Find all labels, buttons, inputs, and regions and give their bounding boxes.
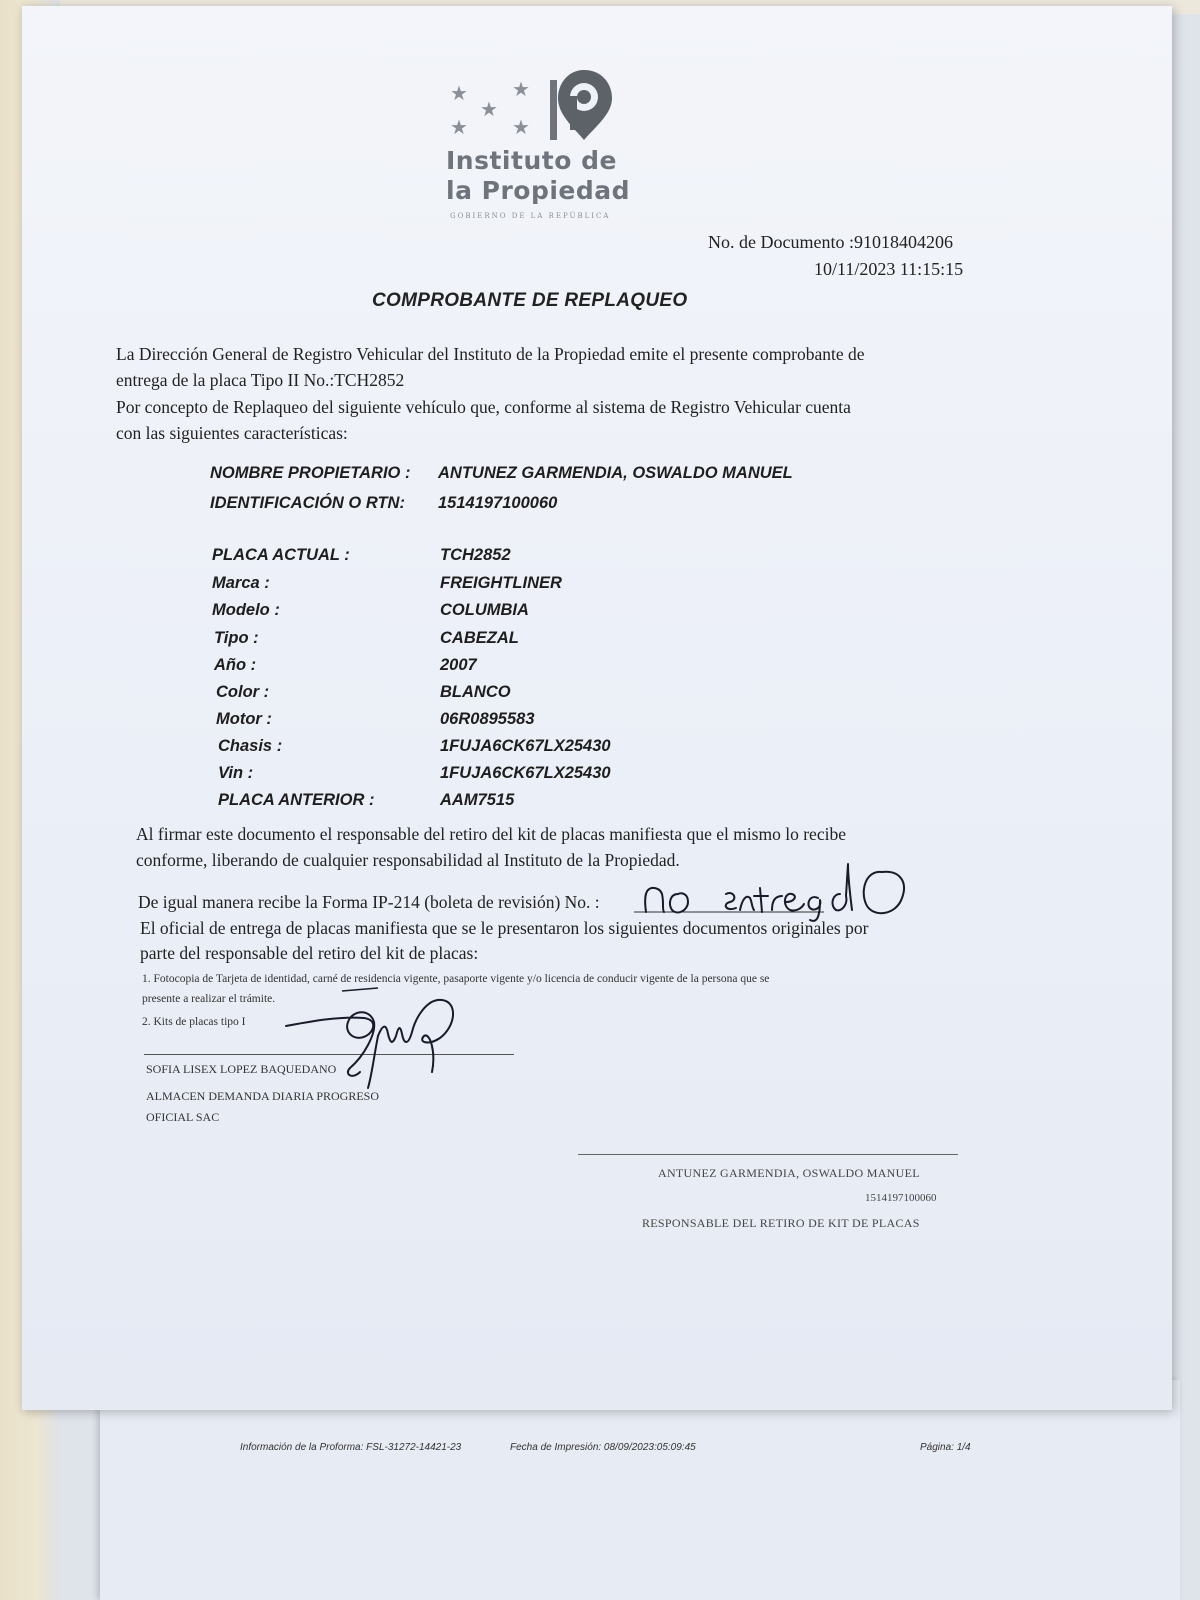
vehicle-field-label: Chasis : — [218, 737, 283, 755]
vehicle-field-label: Tipo : — [214, 629, 259, 647]
document-list-item: 2. Kits de placas tipo I — [142, 1016, 246, 1028]
recipient-signature-line — [578, 1154, 958, 1155]
intro-line: Por concepto de Replaqueo del siguiente vehículo que, conforme al sistema de Registro Vehicular cuenta — [116, 397, 851, 417]
footer-page-number: Página: 1/4 — [920, 1442, 971, 1453]
recipient-id: 1514197100060 — [865, 1192, 937, 1204]
logo-text-line1: Instituto de — [446, 146, 617, 175]
vehicle-field-label: Modelo : — [212, 601, 280, 619]
vehicle-field-label: PLACA ANTERIOR : — [218, 791, 375, 809]
document-number: No. de Documento :91018404206 — [708, 232, 953, 252]
vehicle-field-value: 06R0895583 — [440, 710, 535, 728]
vehicle-field-value: 1FUJA6CK67LX25430 — [440, 737, 611, 755]
logo-text-line2: la Propiedad — [446, 176, 631, 205]
officer-signature — [278, 976, 478, 1096]
vehicle-field-value: 2007 — [440, 656, 477, 674]
vehicle-field-value: COLUMBIA — [440, 601, 529, 619]
owner-id-label: IDENTIFICACIÓN O RTN: — [210, 494, 405, 512]
vehicle-field-value: CABEZAL — [440, 629, 519, 647]
declaration-line: De igual manera recibe la Forma IP-214 (boleta de revisión) No. : — [138, 892, 600, 912]
handwritten-note — [634, 854, 934, 924]
owner-id-value: 1514197100060 — [438, 494, 558, 512]
location-pin-icon — [550, 66, 614, 146]
intro-line: entrega de la placa Tipo II No.:TCH2852 — [116, 370, 405, 390]
vehicle-field-label: Color : — [216, 683, 270, 701]
vehicle-field-value: BLANCO — [440, 683, 511, 701]
document-title: COMPROBANTE DE REPLAQUEO — [372, 290, 688, 311]
vehicle-field-label: Año : — [214, 656, 257, 674]
officer-role: OFICIAL SAC — [146, 1110, 220, 1124]
logo-subtitle: GOBIERNO DE LA REPÚBLICA — [450, 212, 611, 220]
vehicle-field-label: Vin : — [218, 764, 254, 782]
owner-name-value: ANTUNEZ GARMENDIA, OSWALDO MANUEL — [438, 464, 793, 482]
document-page — [22, 6, 1172, 1410]
underlying-page — [100, 1380, 1180, 1600]
page-footer — [100, 1442, 1180, 1462]
stars-icon: ★ ★ ★ ★ ★ — [450, 79, 530, 139]
footer-print-date: Fecha de Impresión: 08/09/2023:05:09:45 — [510, 1442, 696, 1453]
vehicle-field-value: 1FUJA6CK67LX25430 — [440, 764, 611, 782]
declaration-line: El oficial de entrega de placas manifiesta que se le presentaron los siguientes documentos originales por — [140, 918, 869, 938]
document-datetime: 10/11/2023 11:15:15 — [814, 259, 964, 279]
document-list-item: 1. Fotocopia de Tarjeta de identidad, carné de residencia vigente, pasaporte vigente y/o licencia de conducir vigente de la persona que se — [142, 973, 770, 985]
vehicle-field-label: Marca : — [212, 574, 270, 592]
document-list-item: presente a realizar el trámite. — [142, 993, 276, 1005]
officer-location: ALMACEN DEMANDA DIARIA PROGRESO — [146, 1089, 380, 1103]
declaration-line: parte del responsable del retiro del kit de placas: — [140, 943, 479, 963]
recipient-role: RESPONSABLE DEL RETIRO DE KIT DE PLACAS — [642, 1216, 920, 1230]
declaration-line: Al firmar este documento el responsable del retiro del kit de placas manifiesta que el mismo lo recibe — [136, 824, 846, 844]
vehicle-field-label: PLACA ACTUAL : — [212, 546, 350, 564]
officer-name: SOFIA LISEX LOPEZ BAQUEDANO — [146, 1062, 337, 1076]
vehicle-field-label: Motor : — [216, 710, 272, 728]
vehicle-field-value: FREIGHTLINER — [440, 574, 562, 592]
recipient-name: ANTUNEZ GARMENDIA, OSWALDO MANUEL — [658, 1166, 920, 1180]
vehicle-field-value: AAM7515 — [440, 791, 515, 809]
vehicle-field-value: TCH2852 — [440, 546, 511, 564]
declaration-line: conforme, liberando de cualquier responsabilidad al Instituto de la Propiedad. — [136, 850, 680, 870]
intro-line: La Dirección General de Registro Vehicular del Instituto de la Propiedad emite el presente comprobante de — [116, 344, 865, 364]
owner-name-label: NOMBRE PROPIETARIO : — [210, 464, 411, 482]
intro-line: con las siguientes características: — [116, 423, 348, 443]
footer-proforma: Información de la Proforma: FSL-31272-14421-23 — [240, 1442, 462, 1453]
